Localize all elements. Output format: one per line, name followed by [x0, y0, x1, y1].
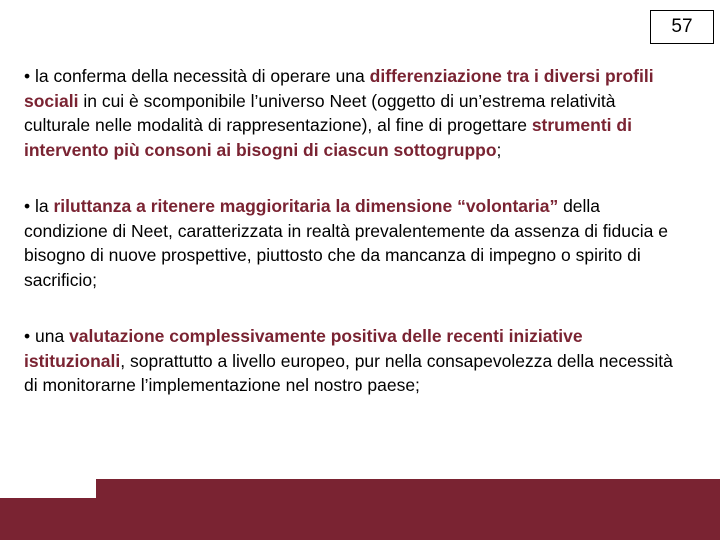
highlighted-phrase: differenziazione tra i diversi profili sociali	[24, 66, 654, 111]
highlighted-phrase: valutazione complessivamente positiva delle recenti iniziative istituzionali	[24, 326, 583, 371]
bullet-text: • una	[24, 326, 70, 346]
bullet-text: , soprattutto a livello europeo, pur nella consapevolezza della necessità di monitorarne l’implementazione nel nostro paese;	[24, 350, 673, 395]
bullet-text: • la	[24, 196, 54, 216]
bullet-text: • la conferma della necessità di operare una	[24, 66, 370, 86]
bullet-text: ;	[496, 139, 502, 160]
bullet-text: in cui è scomponibile l’universo Neet (oggetto di un’estrema relatività culturale nelle modalità di rappresentazione), al fine di progettare	[24, 90, 616, 135]
bullet-text: della condizione di Neet, caratterizzata in realtà prevalentemente da assenza di fiducia e bisogno di nuove prospettive, piuttosto che da mancanza di impegno o spirito di sacrificio;	[24, 196, 668, 290]
slide-body	[24, 64, 674, 430]
bullet-item-3	[24, 324, 674, 398]
page-number-box	[650, 10, 714, 44]
footer-decoration-left	[0, 498, 96, 540]
highlighted-phrase: riluttanza a ritenere maggioritaria la dimensione “volontaria”	[53, 196, 559, 216]
highlighted-phrase: strumenti di intervento più consoni ai bisogni di ciascun sottogruppo	[24, 115, 632, 160]
footer-decoration-band	[96, 479, 720, 540]
page-number: 57	[671, 16, 693, 37]
bullet-item-1	[24, 64, 674, 162]
bullet-item-2	[24, 194, 674, 292]
